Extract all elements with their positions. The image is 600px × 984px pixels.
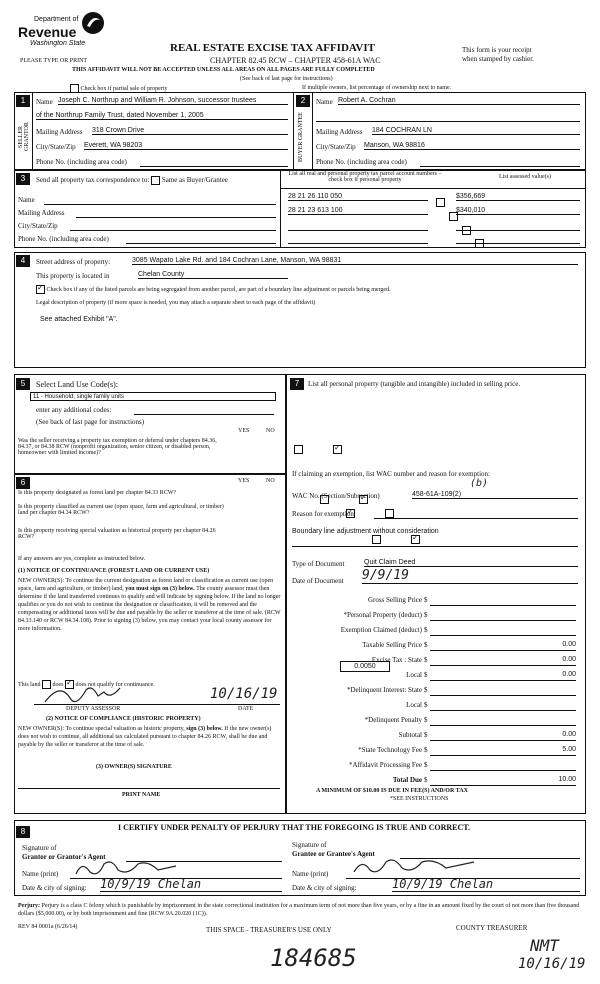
compliance-text2: If the new owner(s) does not wish to continue, all additional tax calculated pursuant to chapter 84.26 RCW, shall be due and payable by the seller or transferor at the time of sale. bbox=[18, 726, 272, 748]
fee-row-label: *Affidavit Processing Fee bbox=[349, 761, 422, 769]
s5-yes: YES bbox=[238, 428, 250, 434]
dor-logo bbox=[18, 10, 108, 50]
fee-row-value: 5.00 bbox=[430, 746, 576, 756]
fee-row-label: Local bbox=[406, 701, 422, 709]
fee-row-prefix: $ bbox=[424, 746, 428, 754]
fee-row-label: Local bbox=[406, 671, 422, 679]
fee-row-prefix: $ bbox=[424, 776, 428, 784]
s6-no: NO bbox=[266, 478, 275, 484]
land-use-select[interactable]: 11 - Household, single family units bbox=[30, 392, 276, 401]
grantor-date-label: Date & city of signing: bbox=[22, 884, 87, 892]
land-use-label: Select Land Use Code(s): bbox=[36, 380, 118, 389]
section-3-number: 3 bbox=[16, 173, 30, 185]
fee-row-value: 0.00 bbox=[430, 671, 576, 681]
rev-number: REV 84 0001a (6/26/14) bbox=[18, 924, 78, 930]
same-as-buyer-checkbox[interactable] bbox=[151, 176, 160, 185]
fee-row-value bbox=[430, 626, 576, 636]
doc-date: 9/9/19 bbox=[362, 568, 578, 584]
fee-row-prefix: $ bbox=[424, 641, 428, 649]
fee-row-value: 0.00 bbox=[430, 641, 576, 651]
buyer-mailing-label: Mailing Address bbox=[316, 128, 363, 136]
segregated-checkbox[interactable] bbox=[36, 285, 45, 294]
section-5-number: 5 bbox=[16, 378, 30, 390]
wac-intro: If claiming an exemption, list WAC number and reason for exemption: bbox=[292, 470, 490, 478]
doc-type: Quit Claim Deed bbox=[364, 559, 578, 567]
send-label: Send all property tax correspondence to: bbox=[36, 176, 150, 185]
fee-row-label: *Delinquent Penalty bbox=[364, 716, 422, 724]
county: Chelan County bbox=[138, 271, 288, 279]
does-label: does bbox=[52, 681, 64, 688]
seller-phone-label: Phone No. (including area code) bbox=[36, 158, 127, 166]
fee-row-value bbox=[430, 701, 576, 711]
grantor-date-city: 10/9/19 Chelan bbox=[100, 877, 282, 892]
section-4-number: 4 bbox=[16, 255, 30, 267]
section-7-number: 7 bbox=[290, 378, 304, 390]
hand-number: 184685 bbox=[270, 944, 357, 972]
receipt-note2: when stamped by cashier. bbox=[462, 55, 534, 63]
print-name-label: PRINT NAME bbox=[122, 792, 161, 798]
instructions-note: (See back of last page for instructions) bbox=[240, 76, 333, 82]
street-address: 3085 Wapato Lake Rd. and 184 Cochran Lane, Manson, WA 98831 bbox=[132, 257, 578, 265]
doc-date-label: Date of Document bbox=[292, 577, 344, 585]
fee-row-prefix: $ bbox=[424, 731, 428, 739]
segregated bbox=[36, 285, 391, 294]
compliance-text1: NEW OWNER(S): To continue special valuation as historic property, bbox=[18, 726, 185, 732]
fee-row-value bbox=[430, 716, 576, 726]
parcel-2-number: 28 21 23 613 100 bbox=[288, 207, 428, 215]
fee-row-value: 10.00 bbox=[430, 776, 576, 786]
fee-row-prefix: $ bbox=[424, 716, 428, 724]
continuance-bold: you must sign on (3) below. bbox=[125, 586, 195, 592]
located-label: This property is located in bbox=[36, 272, 110, 280]
dept-line1: Department of bbox=[34, 16, 79, 23]
minimum-note: A MINIMUM OF $10.00 IS DUE IN FEE(S) AND/OR TAX bbox=[316, 788, 468, 794]
fee-row-label: *Personal Property (deduct) bbox=[343, 611, 422, 619]
qualify-label: qualify for continuance. bbox=[97, 681, 155, 688]
parcel-1-personal-checkbox[interactable] bbox=[436, 198, 445, 207]
fee-row-prefix: $ bbox=[424, 686, 428, 694]
fee-row-prefix: $ bbox=[424, 611, 428, 619]
s3-mailing-label: Mailing Address bbox=[18, 209, 65, 217]
fee-row-value bbox=[430, 686, 576, 696]
multiple-owners: If multiple owners, list percentage of ownership next to name. bbox=[302, 85, 452, 91]
hand-date: 10/16/19 bbox=[518, 956, 586, 972]
s3-phone-label: Phone No. (including area code) bbox=[18, 235, 109, 243]
fee-row-label: Taxable Selling Price bbox=[362, 641, 422, 649]
deputy-label: DEPUTY ASSESSOR bbox=[66, 706, 121, 712]
grantee-date-label: Date & city of signing: bbox=[292, 884, 357, 892]
certify: I CERTIFY UNDER PENALTY OF PERJURY THAT THE FOREGOING IS TRUE AND CORRECT. bbox=[118, 823, 471, 832]
compliance-title: (2) NOTICE OF COMPLIANCE (HISTORIC PROPERTY) bbox=[46, 716, 201, 722]
partial-sale-label: Check box if partial sale of property bbox=[80, 85, 168, 92]
parcel-1-number: 28 21 26 110 050 bbox=[288, 193, 428, 201]
seller-side-label: SELLER GRANTOR bbox=[18, 122, 30, 152]
fee-row-value: 0.00 bbox=[430, 656, 576, 666]
fee-row-value bbox=[430, 761, 576, 771]
fee-row-label: *Delinquent Interest: State bbox=[346, 686, 422, 694]
fee-row-label: *State Technology Fee bbox=[358, 746, 422, 754]
parcel-header: List all real and personal property tax parcel account numbers – check box if personal property bbox=[288, 171, 442, 183]
legal-value: See attached Exhibit "A". bbox=[40, 316, 118, 323]
seller-mailing: 318 Crown Drive bbox=[92, 127, 288, 135]
this-land-label: This land bbox=[18, 681, 41, 688]
perjury-label: Perjury: bbox=[18, 903, 40, 909]
perjury-note bbox=[18, 902, 584, 918]
continuance-text2: The county assessor must then determine if the land transferred continues to qualify and will indicate by signing below. If the land no longer qualifies or you do not wish to continue the designation or classification, it will be removed and the compensating or additional taxes will be due and payable by the seller or transferor at the time of sale. (RCW 84.33.140 or RCW 84.34.108). Prior to signing (3) below, you may contact your local county assessor for more information. bbox=[18, 586, 281, 632]
fee-row-prefix: $ bbox=[424, 671, 428, 679]
send-correspondence bbox=[36, 176, 228, 185]
seller-mailing-label: Mailing Address bbox=[36, 128, 83, 136]
if-yes-note: If any answers are yes, complete as instructed below. bbox=[18, 556, 146, 562]
buyer-side-label: BUYER GRANTEE bbox=[298, 112, 304, 162]
parcel-2-value: $340,010 bbox=[456, 207, 580, 215]
section-1-number: 1 bbox=[16, 95, 30, 107]
section-6-number: 6 bbox=[16, 477, 30, 489]
dept-line3: Washington State bbox=[30, 40, 86, 47]
fee-row-value bbox=[430, 596, 576, 606]
fee-row-value bbox=[430, 611, 576, 621]
dept-line2: Revenue bbox=[18, 24, 77, 40]
fee-row-value: 0.00 bbox=[430, 731, 576, 741]
continuance-title: (1) NOTICE OF CONTINUANCE (FOREST LAND OR CURRENT USE) bbox=[18, 568, 210, 574]
buyer-phone-label: Phone No. (including area code) bbox=[316, 158, 407, 166]
owner-signature-label: (3) OWNER(S) SIGNATURE bbox=[96, 764, 172, 770]
seller-name-label: Name bbox=[36, 98, 53, 106]
buyer-city: Manson, WA 98816 bbox=[364, 142, 580, 150]
wac-label: WAC No. (Section/Subsection) bbox=[292, 492, 380, 500]
s3-name-label: Name bbox=[18, 196, 35, 204]
grantee-sig-label2: Grantee or Grantee's Agent bbox=[292, 850, 375, 858]
grantor-sig-label1: Signature of bbox=[22, 844, 57, 852]
current-use-question: Is this property classified as current use (open space, farm and agricultural, or timber) land per chapter 84.34 RCW? bbox=[18, 504, 224, 516]
date-label: DATE bbox=[238, 706, 254, 712]
please-type: PLEASE TYPE OR PRINT bbox=[20, 58, 88, 64]
hand-initials: NMT bbox=[530, 936, 559, 955]
legal-label: Legal description of property (if more space is needed, you may attach a separate sheet to each page of the affidavit) bbox=[36, 300, 316, 306]
segregated-label: Check box if any of the listed parcels are being segregated from another parcel, are part of a boundary line adjustment or parcels being merged. bbox=[46, 286, 391, 293]
fee-row-label: Subtotal bbox=[398, 731, 422, 739]
s6-yes: YES bbox=[238, 478, 250, 484]
fee-row-label: Gross Selling Price bbox=[367, 596, 422, 604]
grantee-sig-label1: Signature of bbox=[292, 841, 327, 849]
fee-row-prefix: $ bbox=[424, 701, 428, 709]
s5-no: NO bbox=[266, 428, 275, 434]
compliance-bold: sign (3) below. bbox=[186, 726, 223, 732]
see-back: (See back of last page for instructions) bbox=[36, 418, 145, 426]
buyer-name: Robert A. Cochran bbox=[338, 97, 580, 105]
continuance-text bbox=[18, 577, 282, 633]
perjury-text: Perjury is a class C felony which is punishable by imprisonment in the state correctional institution for a maximum term of not more than five years, or by a fine in an amount fixed by the court of not more than five thousand dollars ($5,000.00), or by both imprisonment and fine (RCW 9A.20.020 (1C)). bbox=[18, 903, 580, 917]
parcel-1-value: $356,669 bbox=[456, 193, 580, 201]
receipt-note1: This form is your receipt bbox=[462, 46, 532, 54]
fee-row-prefix: $ bbox=[424, 761, 428, 769]
grantor-name-label: Name (print) bbox=[22, 870, 59, 878]
buyer-mailing: 184 COCHRAN LN bbox=[372, 127, 580, 135]
assessed-header: List assessed value(s) bbox=[499, 174, 551, 180]
buyer-city-label: City/State/Zip bbox=[316, 143, 356, 151]
buyer-name-label: Name bbox=[316, 98, 333, 106]
forest-question: Is this property designated as forest land per chapter 84.33 RCW? bbox=[18, 490, 177, 496]
section-6-box bbox=[14, 474, 286, 814]
does-not-label: does not bbox=[75, 681, 96, 688]
fee-row-label: Total Due bbox=[392, 776, 422, 784]
grantee-date-city: 10/9/19 Chelan bbox=[392, 877, 580, 892]
form-title: REAL ESTATE EXCISE TAX AFFIDAVIT bbox=[170, 42, 375, 54]
fee-row-prefix: $ bbox=[424, 596, 428, 604]
county-treasurer: COUNTY TREASURER bbox=[456, 924, 528, 932]
warning: THIS AFFIDAVIT WILL NOT BE ACCEPTED UNLESS ALL AREAS ON ALL PAGES ARE FULLY COMPLETED bbox=[72, 67, 375, 73]
local-rate: 0.0050 bbox=[340, 661, 390, 672]
personal-property: List all personal property (tangible and intangible) included in selling price. bbox=[308, 380, 521, 388]
doc-type-label: Type of Document bbox=[292, 560, 345, 568]
fee-row-label: Excise Tax : State bbox=[371, 656, 422, 664]
section-8-number: 8 bbox=[16, 826, 30, 838]
reason-value: Boundary line adjustment without consideration bbox=[292, 528, 439, 535]
fee-row-prefix: $ bbox=[424, 626, 428, 634]
logo-swirl-icon bbox=[80, 10, 106, 36]
historic-question: Is this property receiving special valuation as historical property per chapter 84.26 RCW? bbox=[18, 528, 216, 540]
seller-city-label: City/State/Zip bbox=[36, 143, 76, 151]
see-instructions: *SEE INSTRUCTIONS bbox=[390, 796, 449, 802]
fee-row-label: Exemption Claimed (deduct) bbox=[340, 626, 422, 634]
wac-value: 458-61A-109(2) bbox=[412, 491, 578, 499]
fee-row-prefix: $ bbox=[424, 656, 428, 664]
grantee-name-label: Name (print) bbox=[292, 870, 329, 878]
compliance-text bbox=[18, 725, 282, 749]
section-2-number: 2 bbox=[296, 95, 310, 107]
seller-city: Everett, WA 98203 bbox=[84, 142, 288, 150]
form-subtitle: CHAPTER 82.45 RCW – CHAPTER 458-61A WAC bbox=[210, 56, 381, 65]
wac-hand: (b) bbox=[470, 478, 489, 489]
s3-city-label: City/State/Zip bbox=[18, 222, 58, 230]
section-4-box bbox=[14, 252, 586, 368]
reason-label: Reason for exemption bbox=[292, 510, 354, 518]
seller-name-line1: Joseph C. Northrup and William R. Johnson, successor trustees bbox=[58, 97, 288, 105]
additional-codes-label: enter any additional codes: bbox=[36, 406, 112, 414]
treasurer-space: THIS SPACE - TREASURER'S USE ONLY bbox=[206, 926, 332, 934]
grantee-signature bbox=[350, 854, 480, 878]
grantor-sig-label2: Grantor or Grantor's Agent bbox=[22, 853, 106, 861]
assessor-date: 10/16/19 bbox=[210, 686, 278, 702]
exemption-question: Was the seller receiving a property tax exemption or deferral under chapters 84.36, 84.37, or 84.38 RCW (nonprofit organization, senior citizen, or disabled person, homeowner with limited income)? bbox=[18, 438, 217, 456]
street-label: Street address of property: bbox=[36, 258, 111, 266]
seller-name-line2: of the Northrup Family Trust, dated November 1, 2005 bbox=[36, 112, 288, 120]
same-label: Same as Buyer/Grantee bbox=[161, 176, 228, 185]
continuance-text1: NEW OWNER(S): To continue the current designation as forest land or classification as current use (open space, farm and agriculture, or timber) land, bbox=[18, 578, 274, 592]
